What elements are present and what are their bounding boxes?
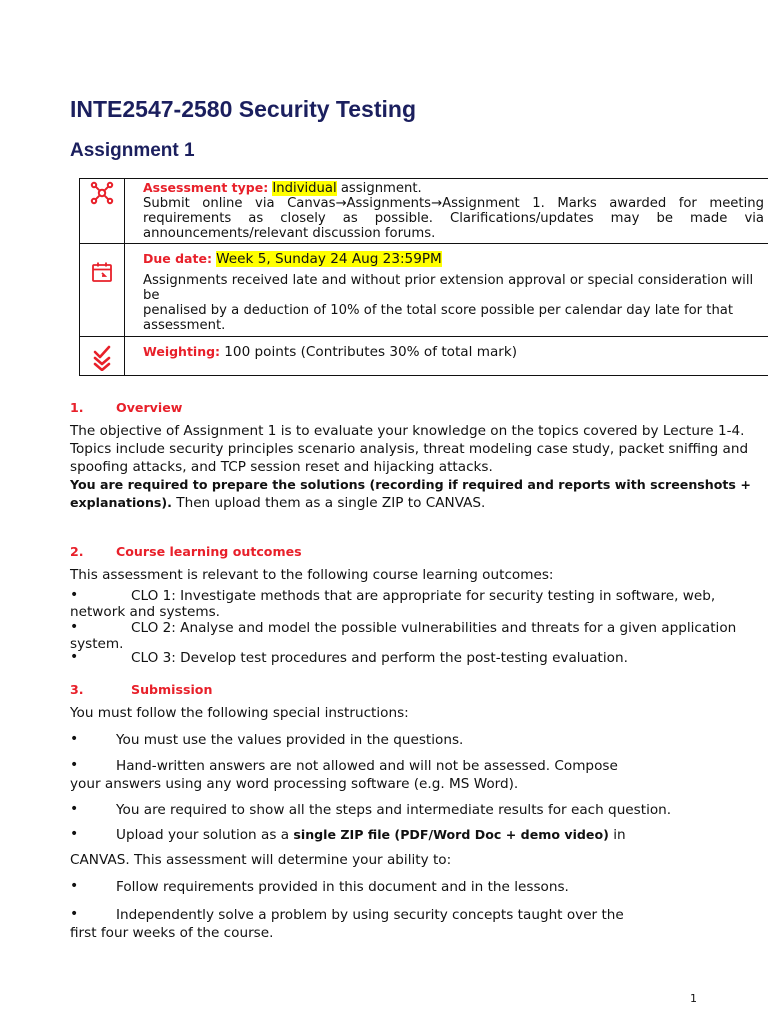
due-date-row	[80, 244, 768, 337]
submission-item-text: Upload your solution as a	[116, 827, 294, 843]
submission-heading	[70, 682, 212, 697]
bullet-dot: •	[70, 878, 79, 894]
assessment-type-value: Individual	[272, 181, 337, 196]
submission-item-text: You must use the values provided in the questions.	[116, 732, 464, 748]
submit-instructions: Submit online via Canvas→Assignments→Assignment 1. Marks awarded for meeting requirements as closely as possible. Clarifications/updates may be made via announcements/relevant discussion forums.	[143, 196, 764, 241]
weighting-value: 100 points (Contributes 30% of total mark)	[224, 344, 518, 360]
overview-requirements	[70, 476, 766, 512]
due-date-value: Week 5, Sunday 24 Aug 23:59PM	[216, 251, 442, 267]
page-subtitle: Assignment 1	[70, 140, 195, 161]
submission-number: 3.	[70, 682, 84, 697]
bullet-dot: •	[70, 649, 79, 665]
clo-list-item	[70, 620, 760, 652]
submission-item-text: Follow requirements provided in this document and in the lessons.	[116, 879, 569, 895]
weighting-line	[143, 344, 764, 360]
submission-intro: You must follow the following special instructions:	[70, 705, 409, 721]
bullet-dot: •	[70, 757, 79, 773]
page-title: INTE2547-2580 Security Testing	[70, 96, 416, 122]
clo-heading	[70, 544, 302, 559]
assessment-type-label: Assessment type:	[143, 180, 269, 195]
weighting-row	[80, 337, 768, 376]
overview-paragraph: The objective of Assignment 1 is to evaluate your knowledge on the topics covered by Lecture 1-4. Topics include security principles scenario analysis, threat modeling case study, packet sniffing and spoofing attacks, and TCP session reset and hijacking attacks.	[70, 423, 749, 475]
network-icon	[90, 181, 114, 205]
submission-item-suffix: in	[608, 827, 626, 843]
submission-list-item	[70, 732, 760, 748]
weighting-label: Weighting:	[143, 344, 221, 359]
late-policy-line2: penalised by a deduction of 10% of the total score possible per calendar day late for that assessment.	[143, 303, 734, 333]
clo-heading-text: Course learning outcomes	[116, 544, 302, 559]
clo-item-text: CLO 2: Analyse and model the possible vulnerabilities and threats for a given application system.	[70, 620, 737, 652]
clo-list-item	[70, 650, 760, 666]
submission-item-text: Independently solve a problem by using security concepts taught over the first four weeks of the course.	[70, 907, 624, 941]
due-date-line	[143, 251, 764, 267]
due-date-label: Due date:	[143, 251, 212, 266]
clo-intro: This assessment is relevant to the following course learning outcomes:	[70, 567, 554, 583]
bullet-dot: •	[70, 619, 79, 635]
assessment-type-line	[143, 180, 764, 196]
bullet-dot: •	[70, 587, 79, 603]
bullet-dot: •	[70, 906, 79, 922]
overview-number: 1.	[70, 400, 84, 415]
chevron-check-icon	[93, 345, 111, 371]
clo-list-item	[70, 588, 760, 620]
submission-continuation: CANVAS. This assessment will determine your ability to:	[70, 852, 452, 868]
overview-heading-text: Overview	[116, 400, 183, 415]
overview-heading	[70, 400, 182, 415]
assessment-type-suffix: assignment.	[336, 181, 422, 196]
submission-list-item	[70, 827, 760, 843]
zip-file-requirement: single ZIP file (PDF/Word Doc + demo video)	[293, 827, 609, 842]
submission-list-item	[70, 879, 760, 895]
late-policy-line1: Assignments received late and without prior extension approval or special consideration will be	[143, 273, 754, 303]
submission-item-text: Hand-written answers are not allowed and will not be assessed. Compose your answers using any word processing software (e.g. MS Word).	[70, 758, 618, 792]
submission-list-item	[70, 906, 630, 942]
assessment-type-row	[80, 179, 768, 244]
submission-list-item	[70, 757, 650, 793]
calendar-icon	[91, 261, 113, 283]
submission-list-item	[70, 802, 760, 818]
overview-upload-text: Then upload them as a single ZIP to CANVAS.	[171, 495, 486, 511]
submission-item-text: You are required to show all the steps and intermediate results for each question.	[116, 802, 672, 818]
assessment-info-table	[79, 178, 768, 376]
clo-item-text: CLO 1: Investigate methods that are appropriate for security testing in software, web, network and systems.	[70, 588, 716, 620]
overview-bold-text: You are required to prepare the solutions (recording if required and reports with screenshots + explanations).	[70, 477, 751, 510]
clo-number: 2.	[70, 544, 84, 559]
bullet-dot: •	[70, 731, 79, 747]
bullet-dot: •	[70, 801, 79, 817]
page-number: 1	[690, 992, 697, 1005]
clo-item-text: CLO 3: Develop test procedures and perform the post-testing evaluation.	[131, 650, 628, 666]
submission-heading-text: Submission	[131, 682, 213, 697]
bullet-dot: •	[70, 826, 79, 842]
